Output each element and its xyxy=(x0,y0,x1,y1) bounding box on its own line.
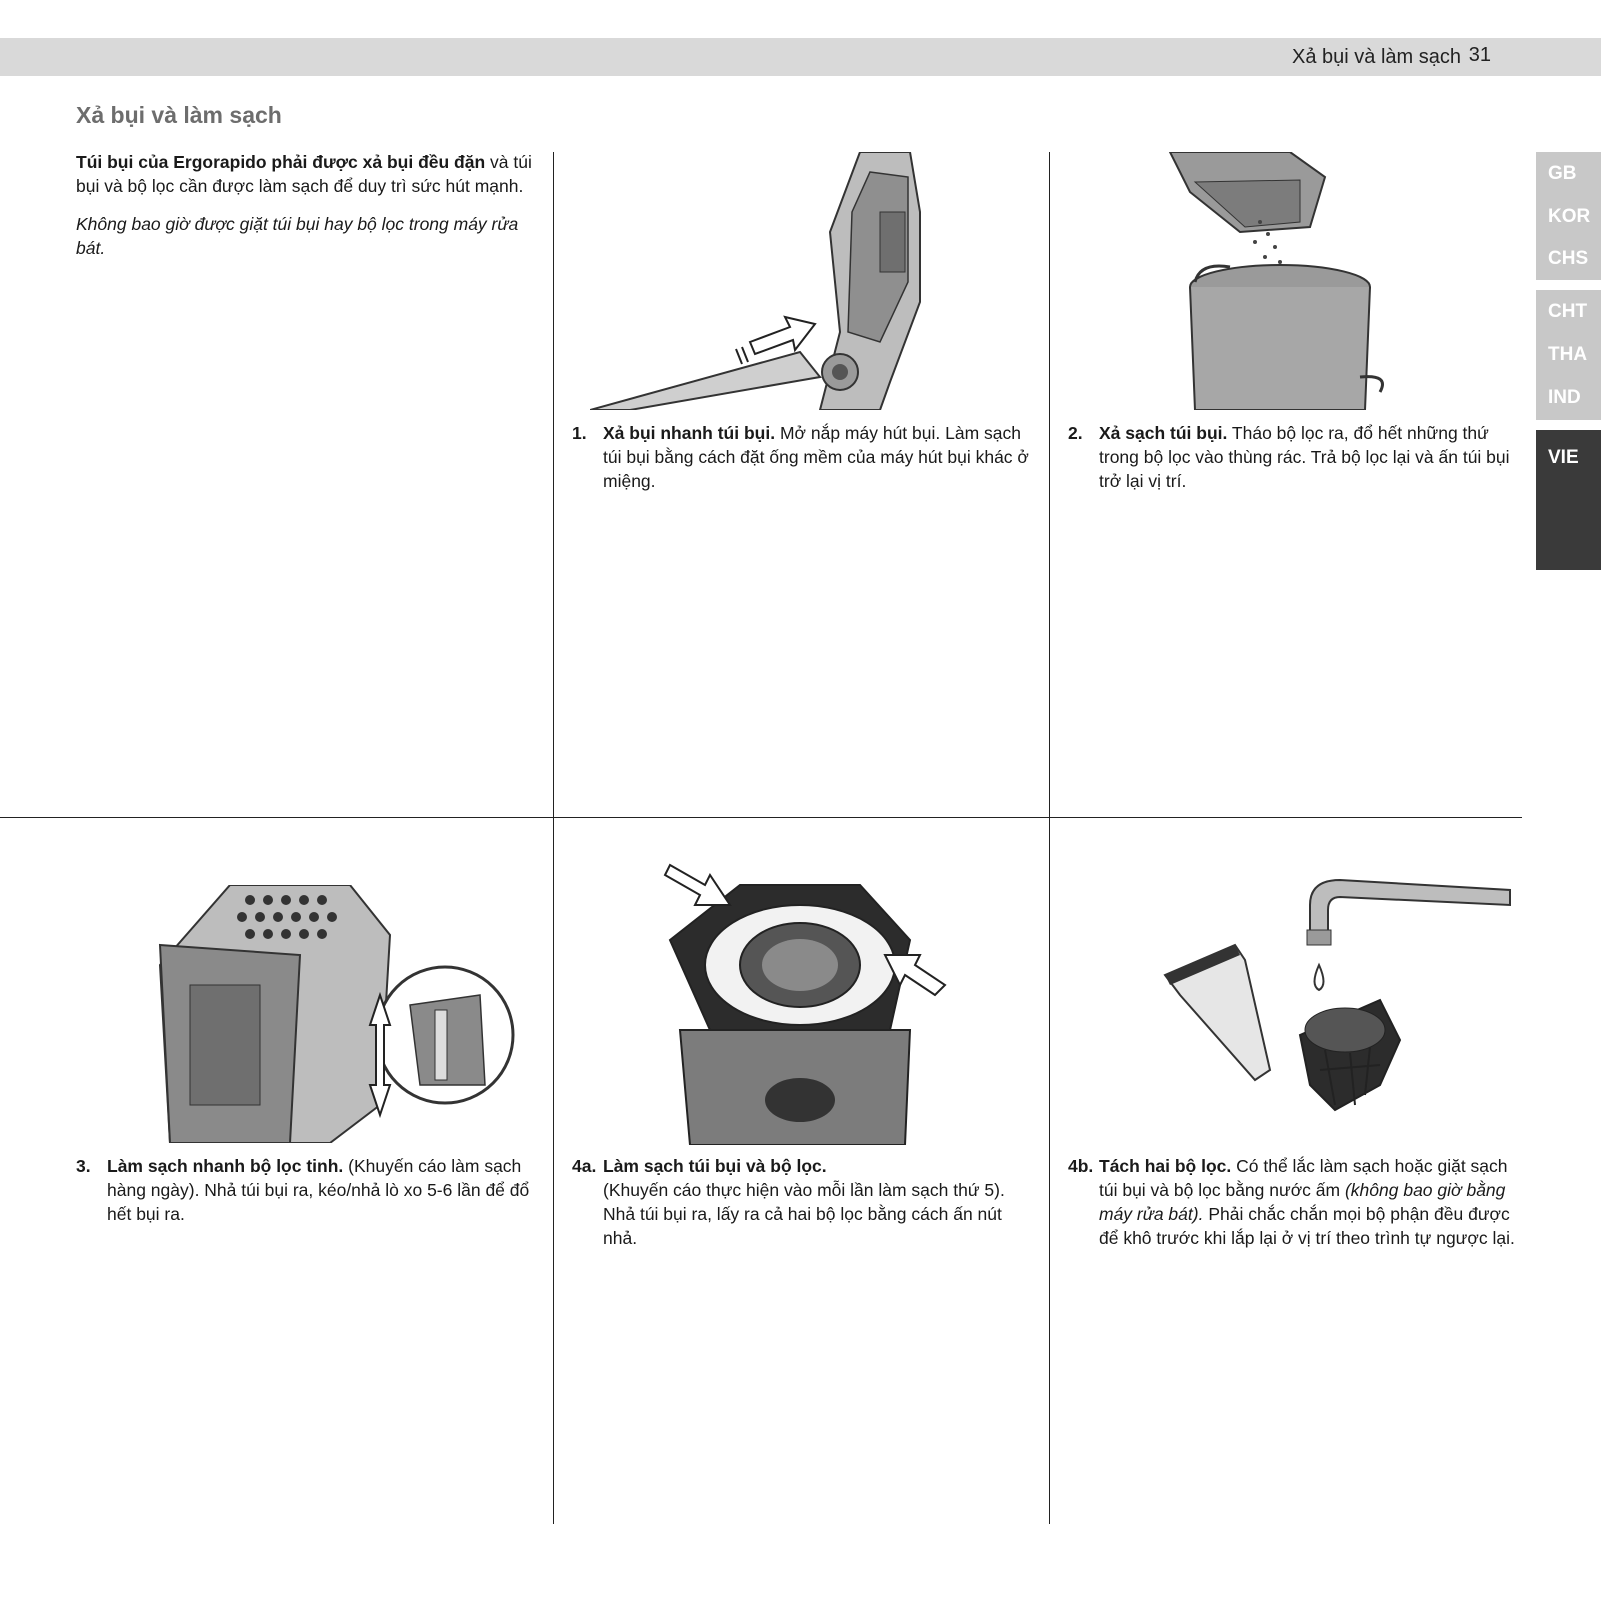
tab-gap xyxy=(1536,280,1601,290)
step-title: Làm sạch nhanh bộ lọc tinh. xyxy=(107,1156,344,1176)
tab-language-kor[interactable]: KOR xyxy=(1536,196,1601,238)
tab-language-cht[interactable]: CHT xyxy=(1536,290,1601,334)
intro-lead: Túi bụi của Ergorapido phải được xả bụi đều đặn xyxy=(76,152,486,172)
figure-step-1-vacuum-hose xyxy=(590,152,1030,410)
step-number: 1. xyxy=(572,423,587,443)
tab-gap xyxy=(1536,420,1601,430)
step-text: Có thể lắc làm sạch hoặc giặt sạch túi bụi và bộ lọc bằng nước ấm xyxy=(1099,1156,1508,1200)
section-title: Xả bụi và làm sạch xyxy=(76,102,282,128)
divider-vertical-1 xyxy=(553,152,554,1524)
step-title: Tách hai bộ lọc. xyxy=(1099,1156,1232,1176)
step-title: Xả sạch túi bụi. xyxy=(1099,423,1228,443)
step-number: 4b. xyxy=(1068,1156,1094,1176)
intro-warning: Không bao giờ được giặt túi bụi hay bộ lọc trong máy rửa bát. xyxy=(76,214,519,258)
step-number: 2. xyxy=(1068,423,1083,443)
tab-language-ind[interactable]: IND xyxy=(1536,376,1601,420)
intro-block xyxy=(76,150,536,274)
step-number: 3. xyxy=(76,1156,91,1176)
header-title: Xả bụi và làm sạch xyxy=(1292,46,1461,68)
tab-language-chs[interactable]: CHS xyxy=(1536,238,1601,280)
step-title: Làm sạch túi bụi và bộ lọc. xyxy=(603,1156,827,1176)
step-text: (Khuyến cáo thực hiện vào mỗi lần làm sạch thứ 5). Nhả túi bụi ra, lấy ra cả hai bộ lọc bằng cách ấn nút nhả. xyxy=(603,1180,1005,1248)
figure-step-2-emptying-bin xyxy=(1150,152,1410,410)
page-number: 31 xyxy=(1468,44,1491,66)
step-text: Mở nắp máy hút bụi. Làm sạch túi bụi bằng cách đặt ống mềm của máy hút bụi khác ở miệng. xyxy=(603,423,1029,491)
language-tabs xyxy=(1536,152,1601,570)
tab-language-gb[interactable]: GB xyxy=(1536,152,1601,196)
step-4b xyxy=(1068,1154,1528,1250)
step-text-continued: Phải chắc chắn mọi bộ phận đều được để khô trước khi lắp lại ở vị trí theo trình tự ngược lại. xyxy=(1099,1204,1515,1248)
divider-horizontal xyxy=(0,817,1522,818)
figure-step-3-filter-spring xyxy=(150,885,520,1143)
figure-step-4b-two-filters-tap xyxy=(1160,875,1520,1115)
step-number: 4a. xyxy=(572,1156,597,1176)
step-text: Tháo bộ lọc ra, đổ hết những thứ trong bộ lọc vào thùng rác. Trả bộ lọc lại và ấn túi bụi trở lại vị trí. xyxy=(1099,423,1510,491)
step-text: (Khuyến cáo làm sạch hàng ngày). Nhả túi bụi ra, kéo/nhả lò xo 5-6 lần để đổ hết bụi ra. xyxy=(107,1156,530,1224)
intro-paragraph xyxy=(76,150,536,198)
intro-rest: và túi bụi và bộ lọc cần được làm sạch để duy trì sức hút mạnh. xyxy=(76,152,532,196)
tab-language-tha[interactable]: THA xyxy=(1536,334,1601,376)
step-4a xyxy=(572,1154,1032,1250)
page-header-bar xyxy=(0,38,1601,76)
figure-step-4a-remove-filters xyxy=(660,860,960,1145)
tab-language-vie[interactable]: VIE xyxy=(1536,430,1601,570)
step-1 xyxy=(572,421,1032,493)
step-text-italic: (không bao giờ bằng máy rửa bát). xyxy=(1099,1180,1506,1224)
step-2 xyxy=(1068,421,1528,493)
divider-vertical-2 xyxy=(1049,152,1050,1524)
step-3 xyxy=(76,1154,536,1226)
step-title: Xả bụi nhanh túi bụi. xyxy=(603,423,776,443)
